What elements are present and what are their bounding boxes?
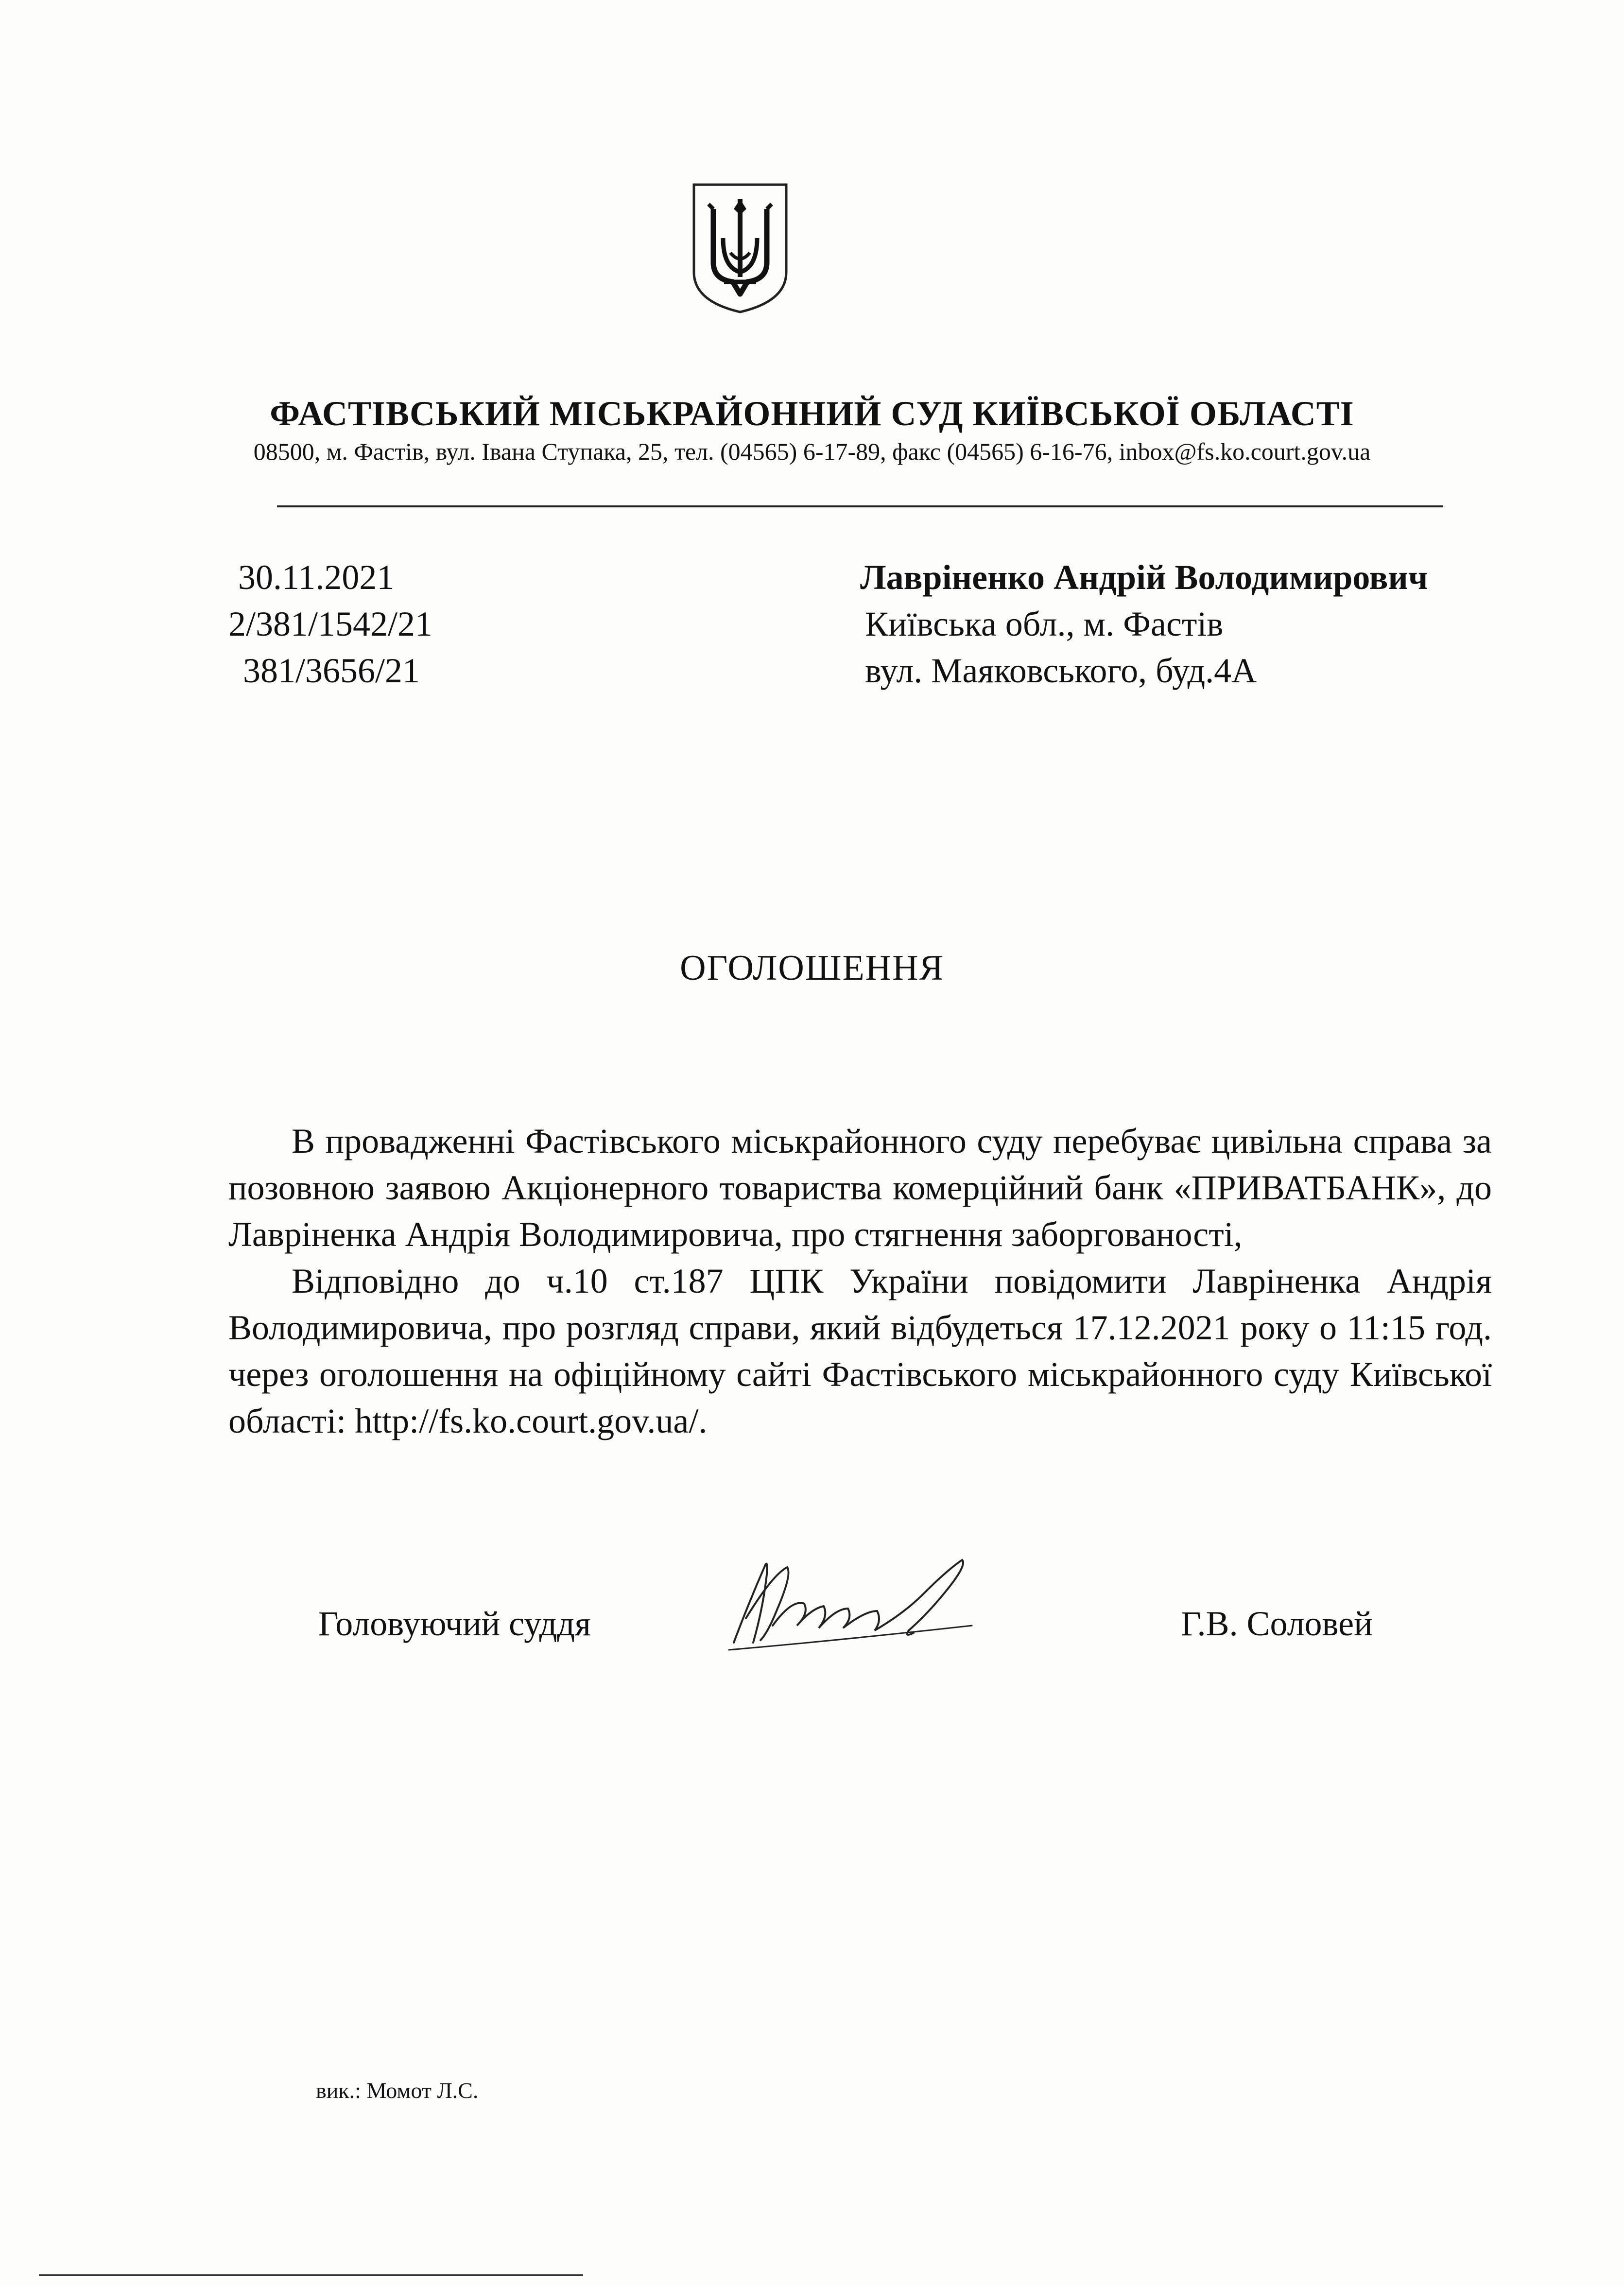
body-text: [228, 1118, 1492, 1444]
reference-block: [228, 554, 432, 694]
body-paragraph-1: В провадженні Фастівського міськрайонного суду перебуває цивільна справа за позовною заявою Акціонерного товариства комерційний банк «ПРИВАТБАНК», до Лавріненка Андрія Володимировича, про стягнення заборгованості,: [228, 1122, 1492, 1254]
signer-role: Головуючий суддя: [318, 1604, 591, 1643]
footer-divider: [39, 2274, 583, 2276]
court-address: 08500, м. Фастів, вул. Івана Ступака, 25, тел. (04565) 6-17-89, факс (04565) 6-16-76, inbox@fs.ko.court.gov.ua: [253, 438, 1371, 465]
body-paragraph-2: Відповідно до ч.10 ст.187 ЦПК України повідомити Лавріненка Андрія Володимировича, про розгляд справи, який відбудеться 17.12.2021 року о 11:15 год. через оголошення на офіційному сайті Фастівського міськрайонного суду Київської області: http://fs.ko.court.gov.ua/.: [228, 1262, 1492, 1440]
reference-date: 30.11.2021: [238, 558, 395, 597]
addressee-line-2: вул. Маяковського, буд.4А: [865, 651, 1257, 690]
court-name: ФАСТІВСЬКИЙ МІСЬКРАЙОННИЙ СУД КИЇВСЬКОЇ ОБЛАСТІ: [270, 394, 1354, 433]
header-divider: [277, 505, 1443, 507]
executor-note: вик.: Момот Л.С.: [316, 2078, 479, 2103]
reference-number-2: 381/3656/21: [243, 651, 420, 690]
document-title: ОГОЛОШЕННЯ: [680, 948, 944, 988]
addressee-name: Лавріненко Андрій Володимирович: [860, 558, 1428, 597]
addressee-line-1: Київська обл., м. Фастів: [865, 605, 1224, 643]
reference-number-1: 2/381/1542/21: [228, 605, 433, 643]
trident-emblem-icon: [689, 180, 791, 316]
addressee-block: [860, 554, 1428, 694]
handwritten-signature-icon: [719, 1545, 991, 1662]
signer-name: Г.В. Соловей: [1181, 1604, 1373, 1643]
